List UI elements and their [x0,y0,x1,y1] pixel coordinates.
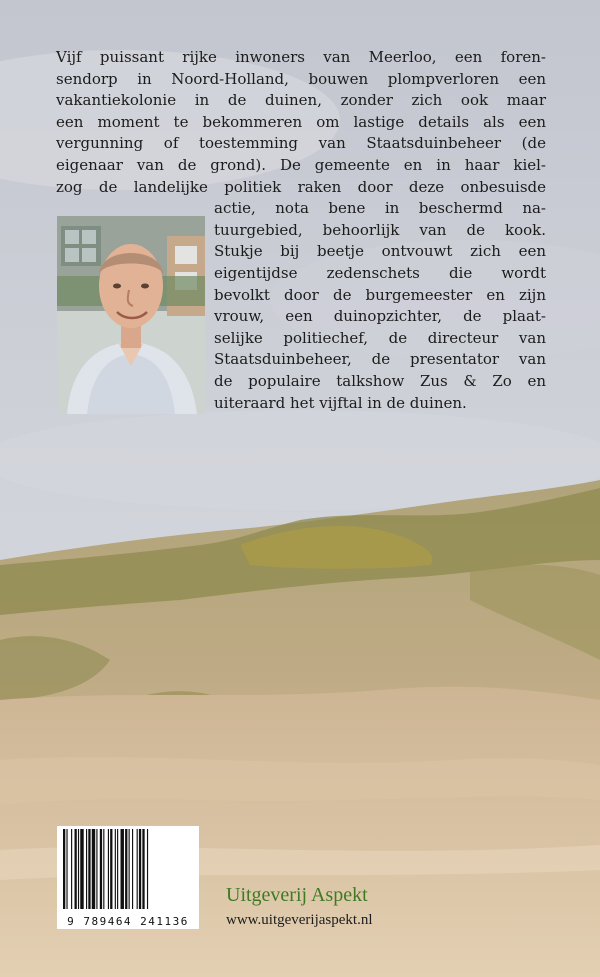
blurb-line: Vijf puissant rijke inwoners van Meerloo, een foren- [56,48,546,66]
isbn-barcode [57,826,199,929]
blurb-line: eigentijdse zedenschets die wordt [214,263,546,282]
blurb-line: Stukje bij beetje ontvouwt zich een [214,242,546,261]
blurb-line: Staatsduinbeheer, de presentator van [214,350,546,369]
blurb-line: vergunning of toestemming van Staatsduinbeheer (de [56,134,546,153]
isbn-number: 9 789464 241136 [67,915,189,928]
blurb-line: de populaire talkshow Zus & Zo en [214,371,546,390]
blurb-line: actie, nota bene in beschermd na- [214,199,546,218]
publisher-name: Uitgeverij Aspekt [226,884,368,906]
author-photo [57,216,205,414]
blurb-line: selijke politiechef, de directeur van [214,328,546,347]
blurb-line: bevolkt door de burgemeester en zijn [214,285,546,304]
blurb-line: tuurgebied, behoorlijk van de kook. [214,220,546,239]
blurb-line: een moment te bekommeren om lastige details als een [56,112,546,131]
publisher-website: www.uitgeverijaspekt.nl [226,912,373,928]
blurb-line: sendorp in Noord-Holland, bouwen plompverloren een [56,69,546,88]
blurb-line: vrouw, een duinopzichter, de plaat- [214,307,546,326]
blurb-line: eigenaar van de grond). De gemeente en in haar kiel- [56,155,546,174]
barcode-bars [57,826,199,912]
blurb-line: zog de landelijke politiek raken door deze onbesuisde [56,177,546,196]
blurb-line: uiteraard het vijftal in de duinen. [214,393,467,412]
blurb-line: vakantiekolonie in de duinen, zonder zich ook maar [56,91,546,110]
